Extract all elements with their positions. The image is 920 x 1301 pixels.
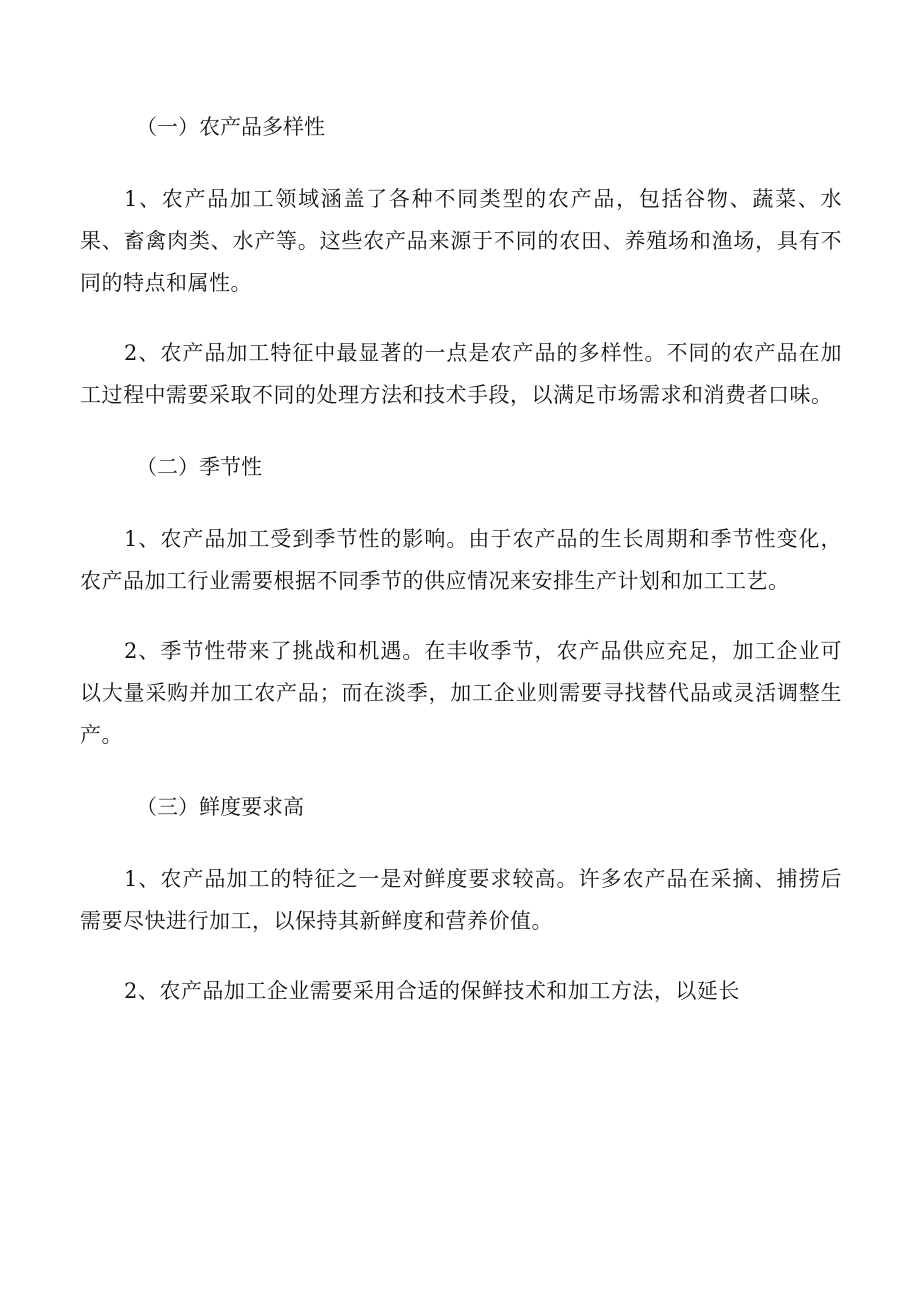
paragraph: 1、农产品加工受到季节性的影响。由于农产品的生长周期和季节性变化，农产品加工行业需要根据不同季节的供应情况来安排生产计划和加工工艺。 [80, 527, 842, 593]
paragraph: 1、农产品加工领域涵盖了各种不同类型的农产品，包括谷物、蔬菜、水果、畜禽肉类、水产等。这些农产品来源于不同的农田、养殖场和渔场，具有不同的特点和属性。 [80, 187, 842, 295]
paragraph: 1、农产品加工的特征之一是对鲜度要求较高。许多农产品在采摘、捕捞后需要尽快进行加工，以保持其新鲜度和营养价值。 [80, 867, 842, 933]
paragraph: 2、农产品加工企业需要采用合适的保鲜技术和加工方法，以延长 [124, 979, 740, 1003]
section-heading: （一）农产品多样性 [136, 115, 325, 139]
document-body [80, 104, 842, 1040]
paragraph: 2、季节性带来了挑战和机遇。在丰收季节，农产品供应充足，加工企业可以大量采购并加工农产品；而在淡季，加工企业则需要寻找替代品或灵活调整生产。 [80, 639, 842, 747]
section-heading: （三）鲜度要求高 [136, 795, 304, 819]
section-heading: （二）季节性 [136, 455, 262, 479]
paragraph: 2、农产品加工特征中最显著的一点是农产品的多样性。不同的农产品在加工过程中需要采取不同的处理方法和技术手段，以满足市场需求和消费者口味。 [80, 341, 842, 407]
